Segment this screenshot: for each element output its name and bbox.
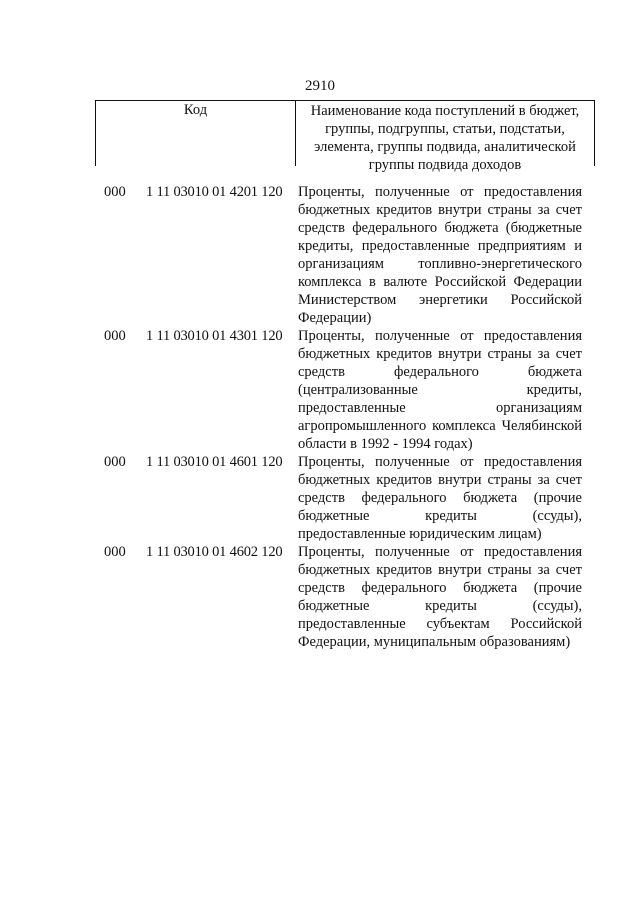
description-line: (централизованные кредиты, xyxy=(298,382,582,398)
description-line: бюджетных кредитов внутри страны за счет xyxy=(298,472,582,488)
description-line: Проценты, полученные от предоставления xyxy=(298,454,582,470)
row-admin-code: 000 xyxy=(104,184,126,200)
description-line: средств федерального бюджета (прочие xyxy=(298,490,582,506)
description-line: средств федерального бюджета xyxy=(298,364,582,380)
row-admin-code: 000 xyxy=(104,328,126,344)
row-description xyxy=(298,543,582,651)
row-admin-code: 000 xyxy=(104,454,126,470)
description-line: бюджетных кредитов внутри страны за счет xyxy=(298,346,582,362)
table-header xyxy=(95,100,595,173)
row-description xyxy=(298,327,582,453)
row-description xyxy=(298,183,582,327)
table-row xyxy=(104,543,594,651)
description-line: средств федерального бюджета (прочие xyxy=(298,580,582,596)
description-line: организациям топливно-энергетического xyxy=(298,256,582,272)
description-line: предоставленные юридическим лицам) xyxy=(298,526,542,542)
description-line: средств федерального бюджета (бюджетные xyxy=(298,220,582,236)
description-line: предоставленные субъектам Российской xyxy=(298,616,582,632)
description-line: Проценты, полученные от предоставления xyxy=(298,328,582,344)
description-line: кредиты, предоставленные предприятиям и xyxy=(298,238,582,254)
description-line: агропромышленного комплекса Челябинской xyxy=(298,418,582,434)
table-body xyxy=(104,183,594,651)
description-line: Федерации, муниципальным образованиям) xyxy=(298,634,571,650)
table-row xyxy=(104,453,594,543)
description-line: Федерации) xyxy=(298,310,372,326)
row-income-code: 1 11 03010 01 4301 120 xyxy=(146,328,283,344)
description-line: комплекса в валюте Российской Федерации xyxy=(298,274,582,290)
description-line: бюджетных кредитов внутри страны за счет xyxy=(298,202,582,218)
row-income-code: 1 11 03010 01 4201 120 xyxy=(146,184,283,200)
table-row xyxy=(104,183,594,327)
description-line: бюджетные кредиты (ссуды), xyxy=(298,598,582,614)
description-line: области в 1992 - 1994 годах) xyxy=(298,436,473,452)
description-line: Проценты, полученные от предоставления xyxy=(298,184,582,200)
row-description xyxy=(298,453,582,543)
header-code-cell: Код xyxy=(96,101,296,166)
description-line: Проценты, полученные от предоставления xyxy=(298,544,582,560)
page-number: 2910 xyxy=(305,78,335,94)
description-line: Министерством энергетики Российской xyxy=(298,292,582,308)
row-admin-code: 000 xyxy=(104,544,126,560)
row-income-code: 1 11 03010 01 4601 120 xyxy=(146,454,283,470)
table-row xyxy=(104,327,594,453)
header-name-cell: Наименование кода поступлений в бюджет, группы, подгруппы, статьи, подстатьи, элемента, группы подвида, аналитической группы подвида доходов xyxy=(310,103,580,173)
description-line: бюджетных кредитов внутри страны за счет xyxy=(298,562,582,578)
description-line: бюджетные кредиты (ссуды), xyxy=(298,508,582,524)
description-line: предоставленные организациям xyxy=(298,400,582,416)
row-income-code: 1 11 03010 01 4602 120 xyxy=(146,544,283,560)
